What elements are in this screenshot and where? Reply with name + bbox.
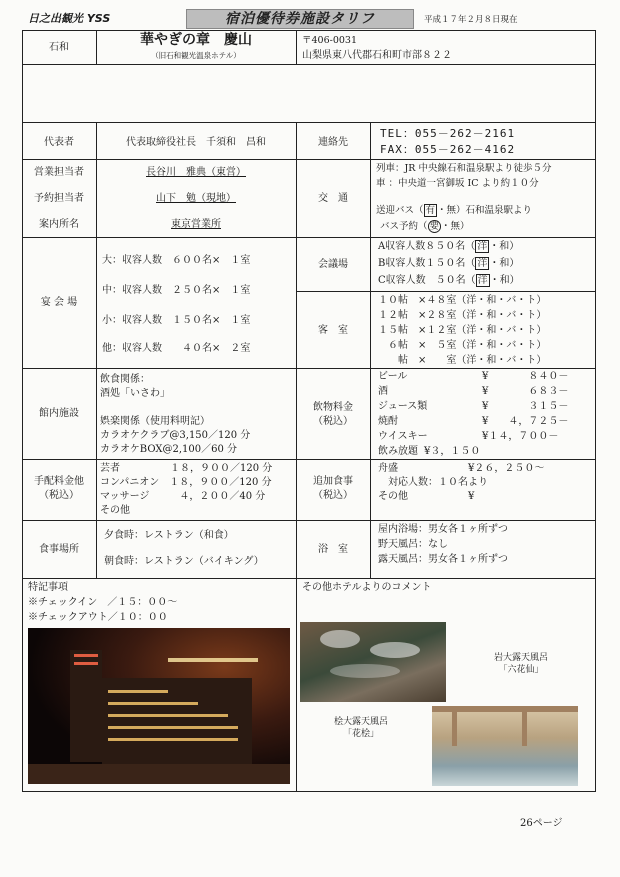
facility-line: 娯楽関係（使用料明記） xyxy=(100,416,210,427)
meeting-label: 会議場 xyxy=(318,259,348,270)
access-train: 列車：JR 中央線石和温泉駅より徒歩５分 xyxy=(376,163,552,174)
window-row xyxy=(108,738,238,741)
drink-name: ジュース類 xyxy=(378,401,428,412)
arrangement-row: 芸者 １８，９００／120 分 xyxy=(100,463,273,474)
drink-name: ウイスキー xyxy=(378,431,428,442)
arrangement-row: コンパニオン １８，９００／120 分 xyxy=(100,477,272,488)
hotel-name: 華やぎの章 慶山 xyxy=(140,32,252,48)
row-divider xyxy=(22,237,596,238)
row-divider xyxy=(22,368,596,369)
drink-price: ¥１４，７００－ xyxy=(482,431,559,442)
col-divider xyxy=(296,122,297,792)
drink-price: ¥ ８４０－ xyxy=(482,371,569,382)
meeting-row xyxy=(378,257,519,270)
bus-reservation-prefix: バス予約（ xyxy=(380,221,428,232)
office-name: 東京営業所 xyxy=(171,219,221,230)
facility-line: 酒処「いさわ」 xyxy=(100,388,170,399)
meeting-tail: ・和） xyxy=(489,241,520,252)
facility-line: 飲食関係： xyxy=(100,374,150,385)
rooms-label: 客 室 xyxy=(318,325,348,336)
rock-bath-caption xyxy=(456,652,586,676)
post xyxy=(452,706,457,746)
checkout-time: ※チェックアウト／１０：００ xyxy=(28,612,168,623)
drinks-tax-label: （税込） xyxy=(313,416,353,427)
page-number: 26ページ xyxy=(520,818,563,829)
cypress-bath-photo xyxy=(432,706,578,786)
contact-label: 連絡先 xyxy=(318,137,348,148)
steam xyxy=(320,630,360,648)
shuttle-bus-rest: ・無）石和温泉駅より xyxy=(437,205,533,216)
drink-price: ¥３，１５０ xyxy=(424,446,481,457)
office-label: 案内所名 xyxy=(39,219,79,230)
row-divider xyxy=(22,64,596,65)
dining-label: 食事場所 xyxy=(39,544,79,555)
bath-label: 浴 室 xyxy=(318,544,348,555)
room-row: １２帖 ×２８室（洋・和・バ・ト） xyxy=(378,310,547,321)
rooftop-sign xyxy=(168,658,258,662)
extra-meal-line: 舟盛 ¥２６，２５０～ xyxy=(378,463,545,474)
window-row xyxy=(108,714,228,717)
banquet-row: 他：収容人数 ４０名× ２室 xyxy=(102,343,251,354)
extra-meal-label: 追加食事 xyxy=(313,476,353,487)
as-of-date: 平成１７年２月８日現在 xyxy=(424,15,518,25)
rock-bath-name: 岩大露天風呂 xyxy=(493,653,548,663)
shuttle-bus xyxy=(376,204,532,217)
window-row xyxy=(108,702,198,705)
meeting-row xyxy=(378,274,520,287)
drink-name: 焼酎 xyxy=(378,416,398,427)
rep-value: 代表取締役社長 千須和 昌和 xyxy=(126,137,266,148)
drink-price: ¥ ３１５－ xyxy=(482,401,569,412)
reservation-staff: 山下 勉（現地） xyxy=(156,193,236,204)
hotel-night-photo xyxy=(28,628,290,784)
extra-meal-line: 対応人数：１０名より xyxy=(378,477,488,488)
shuttle-bus-yes: 有 xyxy=(425,205,436,216)
col-divider xyxy=(296,30,297,64)
steam xyxy=(330,664,400,678)
meeting-style: 洋 xyxy=(477,241,488,252)
tel-number: TEL：055－262－2161 xyxy=(380,127,516,140)
extra-meal-tax-label: （税込） xyxy=(313,490,353,501)
sales-staff: 長谷川 雅典（東営） xyxy=(146,167,246,178)
arrangement-row: その他 xyxy=(100,505,130,516)
arrangement-label: 手配料金他 xyxy=(34,476,84,487)
row-divider xyxy=(296,291,596,292)
banquet-label: 宴 会 場 xyxy=(40,297,78,308)
brand-label: 日之出観光 YSS xyxy=(28,12,111,25)
window-row xyxy=(108,690,168,693)
notes-title: 特記事項 xyxy=(28,582,68,593)
meeting-tail: ・和） xyxy=(489,258,520,269)
access-label: 交 通 xyxy=(318,193,348,204)
rep-label: 代表者 xyxy=(44,137,74,148)
street-ground xyxy=(28,764,290,784)
postal-code: 〒406-0031 xyxy=(302,35,358,46)
meeting-tail: ・和） xyxy=(489,275,520,286)
bath-row: 露天風呂：男女各１ヶ所ずつ xyxy=(378,554,508,565)
bath-row: 野天風呂：なし xyxy=(378,539,448,550)
comment-title: その他ホテルよりのコメント xyxy=(302,582,432,593)
hotel-former-name: （旧石和観光温泉ホテル） xyxy=(151,51,241,60)
hotel-address: 山梨県東八代郡石和町市部８２２ xyxy=(302,50,452,61)
arrangement-row: マッサージ ４，２００／40 分 xyxy=(100,491,266,502)
neon-sign xyxy=(74,654,98,657)
post xyxy=(522,706,527,746)
sales-staff-label: 営業担当者 xyxy=(34,167,84,178)
room-row: ６帖 × ５室（洋・和・バ・ト） xyxy=(378,340,547,351)
room-row: 帖 × 室（洋・和・バ・ト） xyxy=(378,355,547,366)
banquet-row: 大：収容人数 ６００名× １室 xyxy=(102,255,251,266)
meeting-capacity: A収容人数８５０名（ xyxy=(378,241,476,252)
neon-sign xyxy=(74,662,98,665)
dinner-place: 夕食時：レストラン（和食） xyxy=(104,530,234,541)
steam xyxy=(370,642,420,658)
bath-row: 屋内浴場：男女各１ヶ所ずつ xyxy=(378,524,508,535)
rock-bath-photo xyxy=(300,622,446,702)
reservation-staff-label: 予約担当者 xyxy=(34,193,84,204)
cypress-bath-caption xyxy=(300,716,422,740)
page-title: 宿泊優待券施設タリフ xyxy=(225,11,375,27)
cypress-bath-name: 桧大露天風呂 xyxy=(333,717,388,727)
row-divider xyxy=(22,520,596,521)
room-row: １５帖 ×１２室（洋・和・バ・ト） xyxy=(378,325,547,336)
breakfast-place: 朝食時：レストラン（バイキング） xyxy=(104,556,264,567)
row-divider xyxy=(22,122,596,123)
meeting-capacity: C収容人数 ５０名（ xyxy=(378,275,476,286)
col-divider xyxy=(370,122,371,578)
row-divider xyxy=(22,159,596,160)
drinks-label: 飲物料金 xyxy=(313,402,353,413)
window-row xyxy=(108,726,238,729)
row-divider xyxy=(22,578,596,579)
banquet-row: 小：収容人数 １５０名× １室 xyxy=(102,315,251,326)
rock-bath-title: 「六花仙」 xyxy=(498,665,544,675)
facilities-label: 館内施設 xyxy=(39,408,79,419)
bus-reservation-required: 要 xyxy=(429,221,440,232)
checkin-time: ※チェックイン ／１５：００～ xyxy=(28,597,178,608)
meeting-row xyxy=(378,240,519,253)
facility-line: カラオケBOX@2,100／60 分 xyxy=(100,444,238,455)
meeting-capacity: B収容人数１５０名（ xyxy=(378,258,476,269)
drink-name: ビール xyxy=(378,371,408,382)
title-banner xyxy=(186,9,414,29)
bus-reservation-rest: ・無） xyxy=(441,221,470,232)
drink-name: 酒 xyxy=(378,386,388,397)
building-tower xyxy=(70,650,102,762)
facility-line: カラオケクラブ@3,150／120 分 xyxy=(100,430,251,441)
banquet-row: 中：収容人数 ２５０名× １室 xyxy=(102,285,251,296)
meeting-style: 洋 xyxy=(477,275,488,286)
shuttle-bus-prefix: 送迎バス（ xyxy=(376,205,424,216)
access-car: 車 ：中央道一宮御坂 IC より約１０分 xyxy=(376,178,539,189)
col-divider xyxy=(96,122,97,578)
bus-reservation xyxy=(380,220,470,233)
drink-price: ¥ ４，７２５－ xyxy=(482,416,569,427)
cypress-bath-title: 「花桧」 xyxy=(342,729,379,739)
row-divider xyxy=(22,459,596,460)
extra-meal-line: その他 ¥ xyxy=(378,491,475,502)
fax-number: FAX：055－262－4162 xyxy=(380,143,516,156)
drink-name: 飲み放題 xyxy=(378,446,418,457)
meeting-style: 洋 xyxy=(477,258,488,269)
area-label: 石和 xyxy=(49,42,69,53)
room-row: １０帖 ×４８室（洋・和・バ・ト） xyxy=(378,295,547,306)
drink-price: ¥ ６８３－ xyxy=(482,386,569,397)
arrangement-tax-label: （税込） xyxy=(39,490,79,501)
